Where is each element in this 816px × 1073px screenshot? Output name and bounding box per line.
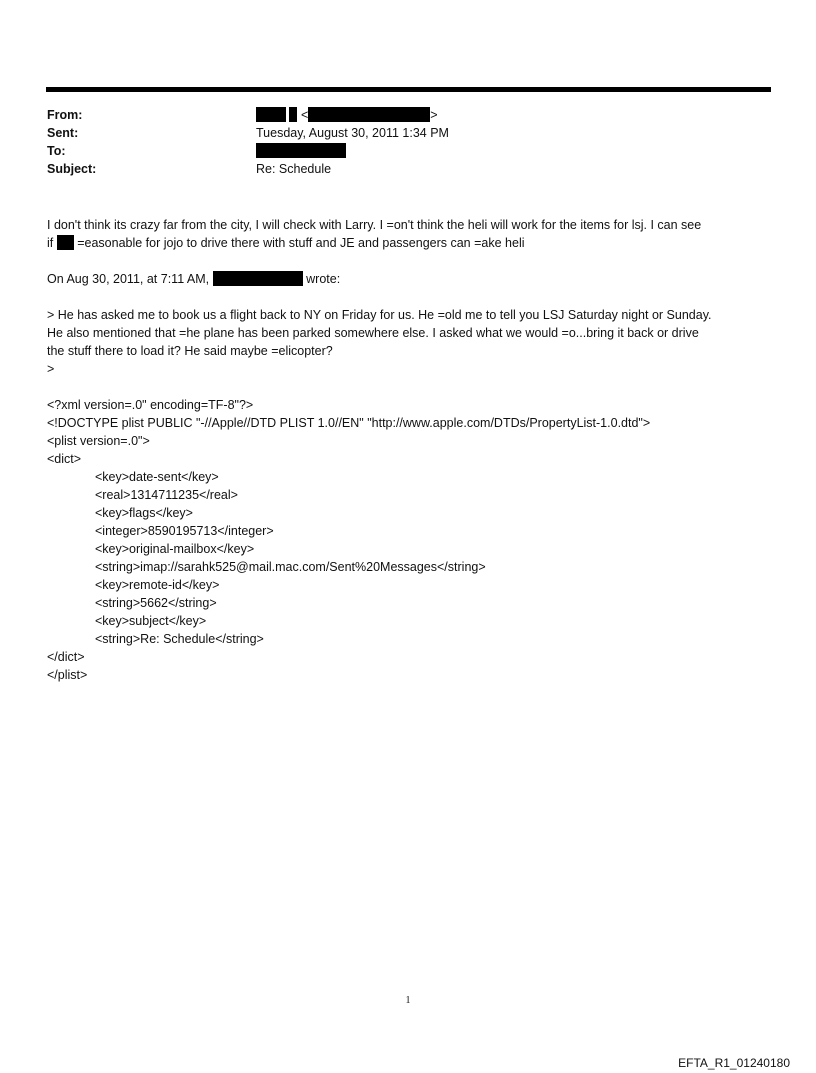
- xml-line: <dict>: [47, 452, 82, 466]
- xml-line: <plist version=.0">: [47, 434, 150, 448]
- from-bracket-close: >: [430, 108, 438, 122]
- redaction-box: [213, 271, 303, 286]
- subject-value: Re: Schedule: [256, 162, 332, 176]
- quoted-line: >: [47, 362, 55, 376]
- subject-label: Subject:: [47, 162, 97, 176]
- from-value: [256, 106, 438, 124]
- xml-line: <key>remote-id</key>: [95, 578, 220, 592]
- xml-line: <key>flags</key>: [95, 506, 193, 520]
- quote-intro: On Aug 30, 2011, at 7:11 AM, wrote:: [47, 272, 341, 286]
- message-body: [47, 216, 777, 252]
- to-value: [256, 142, 346, 160]
- quoted-line: the stuff there to load it? He said maybe =elicopter?: [47, 344, 333, 358]
- xml-line: <key>date-sent</key>: [95, 470, 219, 484]
- from-bracket-open: <: [300, 108, 309, 122]
- redaction-box: [308, 107, 430, 122]
- xml-line: <string>5662</string>: [95, 596, 217, 610]
- body-line: if =easonable for jojo to drive there with stuff and JE and passengers can =ake heli: [47, 236, 525, 250]
- redaction-box: [57, 235, 74, 250]
- sent-label: Sent:: [47, 126, 79, 140]
- body-line: I don't think its crazy far from the city, I will check with Larry. I =on't think the heli will work for the items for lsj. I can see: [47, 218, 702, 232]
- quoted-line: > He has asked me to book us a flight back to NY on Friday for us. He =old me to tell you LSJ Saturday night or Sunday.: [47, 308, 712, 322]
- page-number: 1: [405, 995, 411, 1006]
- redaction-box: [289, 107, 297, 122]
- xml-line: <real>1314711235</real>: [95, 488, 238, 502]
- xml-line: <string>imap://sarahk525@mail.mac.com/Sent%20Messages</string>: [95, 560, 486, 574]
- plist-xml: [47, 396, 777, 684]
- document-id: EFTA_R1_01240180: [678, 1056, 790, 1070]
- xml-line: </dict>: [47, 650, 85, 664]
- quoted-line: He also mentioned that =he plane has been parked somewhere else. I asked what we would =o...bring it back or drive: [47, 326, 699, 340]
- xml-line: <integer>8590195713</integer>: [95, 524, 274, 538]
- xml-line: <key>original-mailbox</key>: [95, 542, 255, 556]
- header-rule: [46, 87, 771, 92]
- from-label: From:: [47, 108, 83, 122]
- xml-line: <key>subject</key>: [95, 614, 207, 628]
- quoted-message: [47, 306, 777, 378]
- redaction-box: [256, 107, 286, 122]
- xml-line: <string>Re: Schedule</string>: [95, 632, 264, 646]
- xml-line: </plist>: [47, 668, 88, 682]
- xml-line: <?xml version=.0" encoding=TF-8"?>: [47, 398, 254, 412]
- sent-value: Tuesday, August 30, 2011 1:34 PM: [256, 126, 449, 140]
- xml-line: <!DOCTYPE plist PUBLIC "-//Apple//DTD PLIST 1.0//EN" "http://www.apple.com/DTDs/PropertyList-1.0.dtd">: [47, 416, 651, 430]
- to-label: To:: [47, 144, 66, 158]
- redaction-box: [256, 143, 346, 158]
